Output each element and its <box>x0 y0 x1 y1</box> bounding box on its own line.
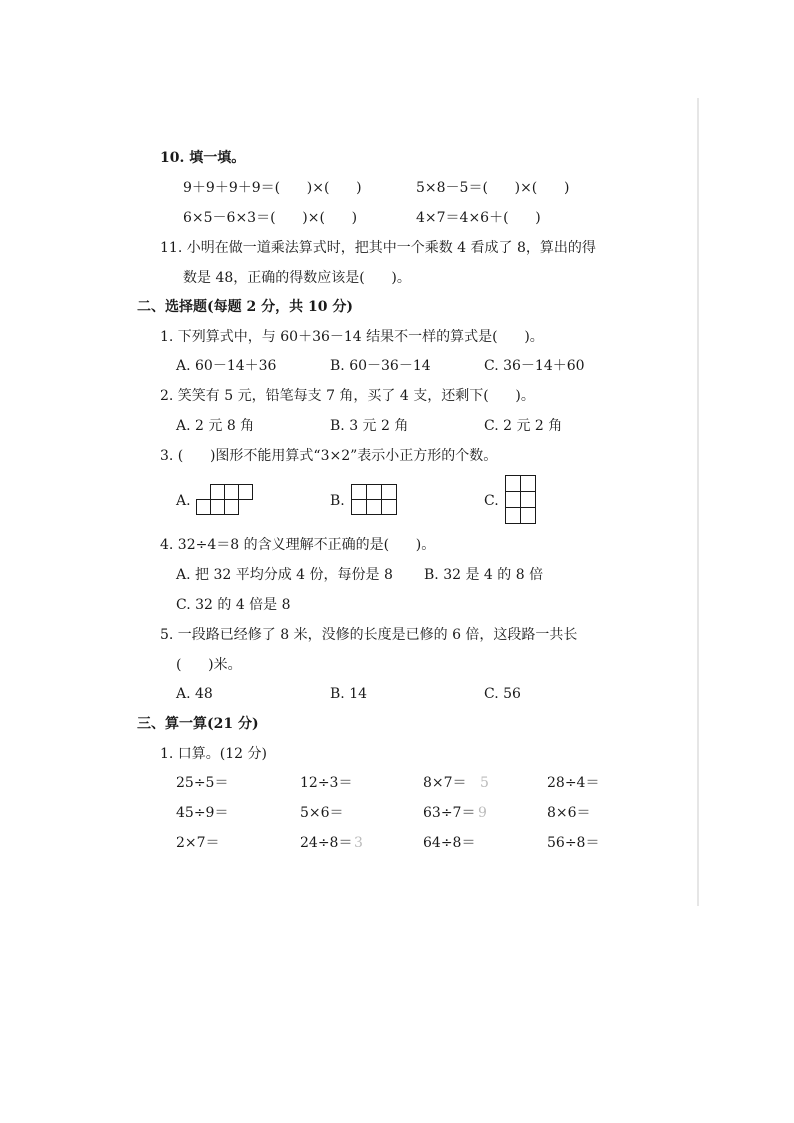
s3-q1-title: 1. 口算。(12 分) <box>160 746 267 762</box>
oral-calc-item: 25÷5＝ <box>176 775 229 791</box>
s2-q2-option-c: C. 2 元 2 角 <box>484 418 563 434</box>
oral-calc-item: 64÷8＝ <box>423 835 476 851</box>
s2-q4-stem: 4. 32÷4＝8 的含义理解不正确的是( )。 <box>160 537 436 553</box>
q11-line2: 数是 48，正确的得数应该是( )。 <box>183 270 411 286</box>
section2-heading: 二、选择题(每题 2 分，共 10 分) <box>137 299 353 315</box>
oral-calc-item: 45÷9＝ <box>176 805 229 821</box>
figure-c-squares <box>505 475 539 525</box>
s2-q2-stem: 2. 笑笑有 5 元，铅笔每支 7 角，买了 4 支，还剩下( )。 <box>160 388 535 404</box>
oral-calc-item: 56÷8＝ <box>547 835 600 851</box>
s2-q5-option-a: A. 48 <box>176 686 213 702</box>
oral-calc-item: 12÷3＝ <box>300 775 353 791</box>
s2-q1-option-a: A. 60－14＋36 <box>176 358 277 374</box>
s2-q4-option-b: B. 32 是 4 的 8 倍 <box>424 567 544 583</box>
s2-q1-option-b: B. 60－36－14 <box>330 358 431 374</box>
s2-q5-option-c: C. 56 <box>484 686 521 702</box>
q10-row2-left: 6×5－6×3＝( )×( ) <box>183 210 358 226</box>
q11-line1: 11. 小明在做一道乘法算式时，把其中一个乘数 4 看成了 8，算出的得 <box>160 240 596 256</box>
s2-q3-option-b: B. <box>330 493 345 509</box>
q10-row1-left: 9＋9＋9＋9＝( )×( ) <box>183 180 362 196</box>
s2-q1-stem: 1. 下列算式中，与 60＋36－14 结果不一样的算式是( )。 <box>160 329 544 345</box>
s2-q2-option-a: A. 2 元 8 角 <box>176 418 255 434</box>
s2-q5-line1: 5. 一段路已经修了 8 米，没修的长度是已修的 6 倍，这段路一共长 <box>160 627 578 643</box>
oral-calc-item: 2×7＝ <box>176 835 220 851</box>
page-edge-rule <box>697 98 699 906</box>
oral-calc-item: 24÷8＝ <box>300 835 353 851</box>
oral-calc-item: 8×6＝ <box>547 805 591 821</box>
faint-answer-mark: 5 <box>480 775 489 791</box>
q10-row1-right: 5×8－5＝( )×( ) <box>416 180 570 196</box>
s2-q3-option-a: A. <box>176 493 191 509</box>
oral-calc-item: 63÷7＝ <box>423 805 476 821</box>
s2-q5-option-b: B. 14 <box>330 686 368 702</box>
oral-calc-item: 28÷4＝ <box>547 775 600 791</box>
s2-q4-option-c: C. 32 的 4 倍是 8 <box>176 597 291 613</box>
s2-q3-option-c: C. <box>484 493 499 509</box>
s2-q2-option-b: B. 3 元 2 角 <box>330 418 409 434</box>
oral-calc-item: 5×6＝ <box>300 805 344 821</box>
section3-heading: 三、算一算(21 分) <box>137 716 259 732</box>
figure-a-squares <box>196 484 246 518</box>
s2-q4-option-a: A. 把 32 平均分成 4 份，每份是 8 <box>176 567 393 583</box>
s2-q1-option-c: C. 36－14＋60 <box>484 358 585 374</box>
figure-b-squares <box>351 484 401 518</box>
q10-title: 10. 填一填。 <box>160 150 246 166</box>
oral-calc-item: 8×7＝ <box>423 775 467 791</box>
s2-q3-stem: 3. ( )图形不能用算式“3×2”表示小正方形的个数。 <box>160 448 498 464</box>
faint-answer-mark: 9 <box>478 805 487 821</box>
s2-q5-line2: ( )米。 <box>176 657 242 673</box>
faint-answer-mark: 3 <box>354 835 363 851</box>
q10-row2-right: 4×7＝4×6＋( ) <box>416 210 541 226</box>
